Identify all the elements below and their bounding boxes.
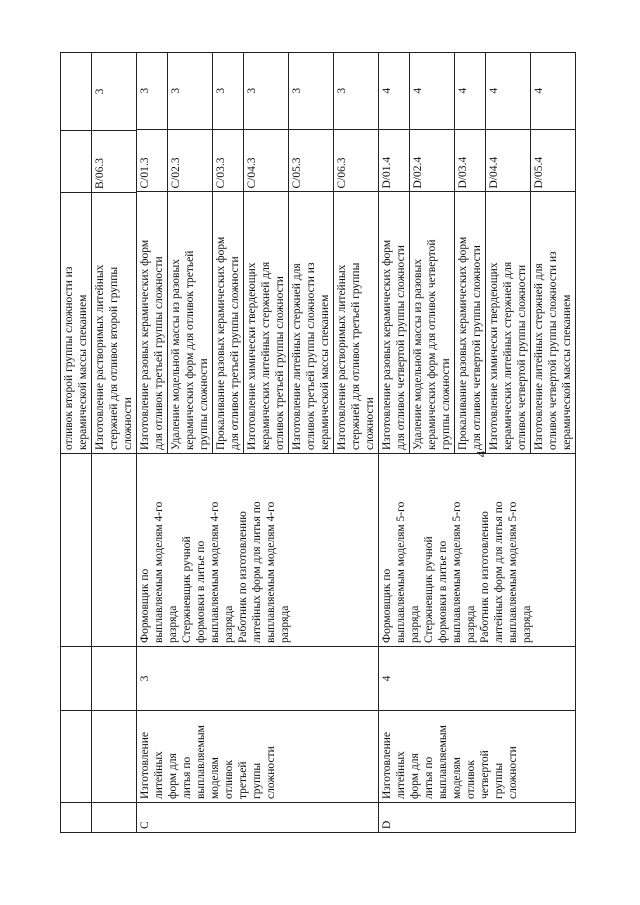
profession-line: формовки в литье по	[195, 540, 207, 643]
profession-line: разряда	[279, 605, 291, 643]
function-level-cell: 3	[168, 52, 213, 130]
function-code-cell	[61, 131, 92, 193]
function-row	[244, 52, 289, 453]
function-level-cell: 3	[92, 53, 137, 131]
function-level-cell: 4	[379, 52, 410, 130]
group-name-line: литья по	[181, 756, 193, 799]
group-name-line: литья по	[423, 756, 435, 799]
function-name-line: стержней для отливок второй группы	[108, 266, 120, 450]
profession-line: Формовщик по	[381, 568, 393, 643]
function-name-line: керамической массы спеканием	[77, 294, 89, 450]
profession-line: Формовщик по	[139, 568, 151, 643]
group-code-cell: D	[379, 803, 576, 833]
function-name-cell	[137, 192, 168, 453]
group-level-cell: 3	[137, 647, 379, 711]
function-code-cell: C/03.3	[213, 130, 244, 192]
group-name-line: группы	[251, 762, 263, 799]
profession-line: Работник по изготовлению	[237, 511, 249, 643]
function-code-cell: C/02.3	[168, 130, 213, 192]
profession-line: Стержневщик ручной	[181, 536, 193, 643]
function-name-line: группы сложности	[198, 358, 210, 450]
professions-cell	[379, 454, 576, 647]
empty-cell	[92, 803, 137, 833]
function-name-cell	[486, 192, 531, 453]
function-name-line: стержней для отливок третьей группы	[350, 262, 362, 450]
group-name-line: отливок	[223, 760, 235, 799]
group-level-cell: 4	[379, 647, 576, 711]
functions-subtable	[379, 52, 575, 453]
function-name-line: Изготовление растворимых литейных	[336, 264, 348, 450]
function-name-line: Изготовление литейных стержней для	[291, 263, 303, 450]
function-name-line: керамических литейных стержней для	[502, 261, 514, 450]
function-name-line: отливок третьей группы сложности	[274, 276, 286, 450]
profession-line: Стержневщик ручной	[423, 536, 435, 643]
function-name-cell	[244, 192, 289, 453]
group-name-line: выплавляемым	[437, 725, 449, 799]
functions-subtable	[137, 52, 378, 453]
page-number: 4	[473, 450, 489, 458]
group-name-line: форм для	[167, 753, 179, 799]
function-name-line: сложности	[122, 397, 134, 450]
function-level-cell: 4	[486, 52, 531, 130]
function-row	[531, 52, 576, 453]
function-name-line: для отливок четвертой группы сложности	[395, 245, 407, 450]
profession-line: выплавляемым моделям 4-го	[265, 501, 277, 643]
empty-cell	[92, 454, 137, 647]
group-name-line: форм для	[409, 753, 421, 799]
function-level-cell: 3	[334, 52, 379, 130]
function-code-cell: B/06.3	[92, 131, 137, 193]
group-name-line: литейных	[153, 751, 165, 799]
function-level-cell	[61, 53, 92, 131]
function-name-line: керамической массы спеканием	[561, 294, 573, 450]
function-name-line: керамических форм для отливок третьей	[184, 250, 196, 450]
group-name-line: выплавляемым	[195, 725, 207, 799]
empty-cell	[92, 711, 137, 803]
function-name-line: Удаление модельной массы из разовых	[412, 259, 424, 450]
function-name-cell	[455, 192, 486, 453]
function-name-cell	[213, 192, 244, 453]
rotated-page-content	[60, 53, 630, 833]
function-code-cell: D/02.4	[410, 130, 455, 192]
functions-cell	[379, 53, 576, 454]
function-level-cell: 3	[244, 52, 289, 130]
group-name-cell	[379, 711, 576, 803]
function-name-line: керамической массы спеканием	[319, 294, 331, 450]
function-name-line: для отливок четвертой группы сложности	[471, 245, 483, 450]
group-name-line: литейных	[395, 751, 407, 799]
function-name-cell	[410, 192, 455, 453]
function-name-line: сложности	[364, 397, 376, 450]
function-name-line: отливок четвертой группы сложности из	[547, 251, 559, 450]
empty-cell	[61, 647, 92, 711]
group-code-cell: C	[137, 803, 379, 833]
qualification-table	[60, 52, 576, 833]
function-level-cell: 3	[137, 52, 168, 130]
group-name-line: сложности	[265, 746, 277, 799]
function-row	[289, 52, 334, 453]
profession-line: выплавляемым моделям 4-го	[209, 501, 221, 643]
profession-line: разряда	[409, 605, 421, 643]
function-name-line: для отливок третьей группы сложности	[153, 256, 165, 450]
function-code-cell: C/04.3	[244, 130, 289, 192]
function-name-line: Изготовление разовых керамических форм	[139, 239, 151, 450]
group-name-line: группы	[493, 762, 505, 799]
function-row	[168, 52, 213, 453]
function-level-cell: 3	[289, 52, 334, 130]
function-name-line: для отливок третьей группы сложности	[229, 256, 241, 450]
function-name-line: керамических форм для отливок четвертой	[426, 239, 438, 450]
group-name-line: сложности	[507, 746, 519, 799]
empty-cell	[61, 711, 92, 803]
group-name-cell	[137, 711, 379, 803]
group-name-line: Изготовление	[139, 731, 151, 799]
profession-line: разряда	[223, 605, 235, 643]
function-name-line: Прокаливание разовых керамических форм	[215, 236, 227, 450]
group-name-line: моделям	[451, 757, 463, 799]
profession-line: разряда	[465, 605, 477, 643]
empty-cell	[92, 647, 137, 711]
function-name-cell	[289, 192, 334, 453]
empty-cell	[61, 803, 92, 833]
function-code-cell: D/04.4	[486, 130, 531, 192]
function-row	[137, 52, 168, 453]
function-name-line: Удаление модельной массы из разовых	[170, 259, 182, 450]
function-code-cell: C/05.3	[289, 130, 334, 192]
function-code-cell: D/05.4	[531, 130, 576, 192]
function-name-line: Изготовление литейных стержней для	[533, 263, 545, 450]
function-level-cell: 4	[410, 52, 455, 130]
professions-cell	[137, 454, 379, 647]
function-name-cell	[92, 193, 137, 454]
profession-line: формовки в литье по	[437, 540, 449, 643]
functions-cell	[137, 53, 379, 454]
group-row	[137, 53, 379, 833]
profession-line: выплавляемым моделям 5-го	[395, 501, 407, 643]
function-row	[334, 52, 379, 453]
profession-line: литейных форм для литья по	[493, 501, 505, 643]
group-name-line: Изготовление	[381, 731, 393, 799]
function-level-cell: 4	[531, 52, 576, 130]
function-level-cell: 4	[455, 52, 486, 130]
function-name-line: Изготовление разовых керамических форм	[381, 239, 393, 450]
group-row	[379, 53, 576, 833]
function-name-line: отливок второй группы сложности из	[63, 266, 75, 450]
function-row	[410, 52, 455, 453]
profession-line: выплавляемым моделям 5-го	[451, 501, 463, 643]
function-name-line: Изготовление химически твердеющих	[488, 262, 500, 450]
function-name-cell	[334, 192, 379, 453]
empty-cell	[61, 454, 92, 647]
function-code-cell: C/01.3	[137, 130, 168, 192]
continuation-row	[92, 53, 137, 833]
function-name-cell	[379, 192, 410, 453]
group-name-line: четвертой	[479, 750, 491, 799]
profession-line: разряда	[167, 605, 179, 643]
function-name-line: отливок третьей группы сложности из	[305, 262, 317, 450]
function-row	[379, 52, 410, 453]
function-name-line: Прокаливание разовых керамических форм	[457, 236, 469, 450]
function-code-cell: C/06.3	[334, 130, 379, 192]
profession-line: выплавляемым моделям 5-го	[507, 501, 519, 643]
profession-line: Работник по изготовлению	[479, 511, 491, 643]
function-name-cell	[61, 193, 92, 454]
function-row	[486, 52, 531, 453]
function-name-line: керамических литейных стержней для	[260, 261, 272, 450]
function-level-cell: 3	[213, 52, 244, 130]
function-name-cell	[168, 192, 213, 453]
function-row	[455, 52, 486, 453]
profession-line: литейных форм для литья по	[251, 501, 263, 643]
function-row	[213, 52, 244, 453]
group-name-line: отливок	[465, 760, 477, 799]
profession-line: разряда	[521, 605, 533, 643]
function-code-cell: D/01.4	[379, 130, 410, 192]
function-name-line: Изготовление химически твердеющих	[246, 262, 258, 450]
profession-line: выплавляемым моделям 4-го	[153, 501, 165, 643]
function-name-line: отливок четвертой группы сложности	[516, 264, 528, 450]
function-code-cell: D/03.4	[455, 130, 486, 192]
function-name-cell	[531, 192, 576, 453]
function-name-line: группы сложности	[440, 358, 452, 450]
group-name-line: моделям	[209, 757, 221, 799]
function-name-line: Изготовление растворимых литейных	[94, 264, 106, 450]
continuation-row	[61, 53, 92, 833]
group-name-line: третьей	[237, 761, 249, 799]
